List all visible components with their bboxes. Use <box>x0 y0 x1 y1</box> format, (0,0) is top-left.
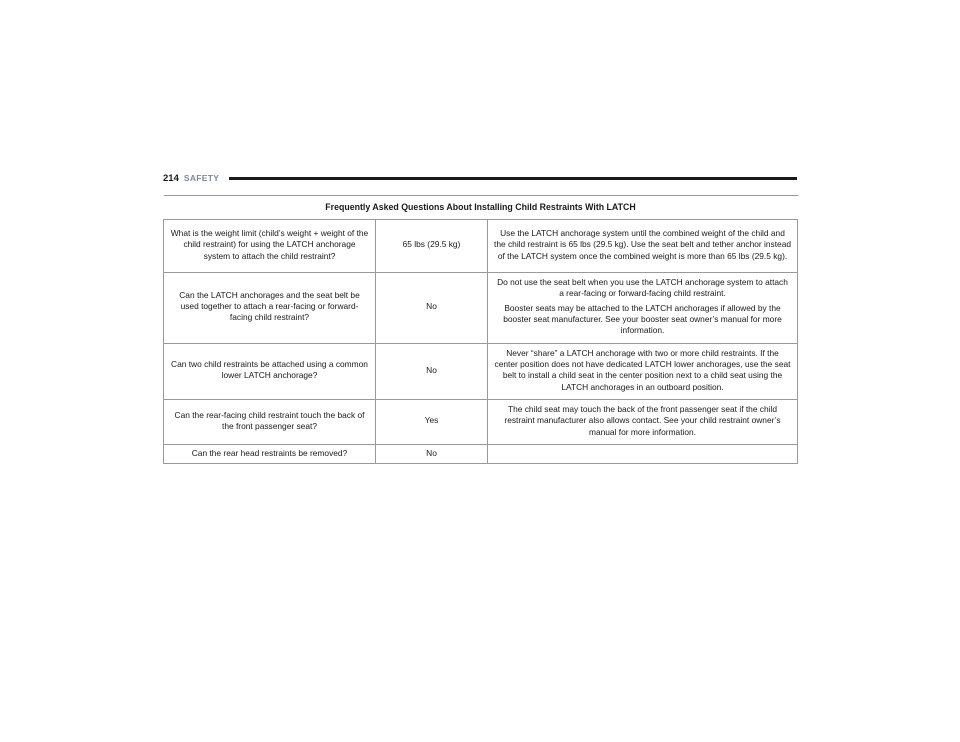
details-cell <box>488 272 798 343</box>
table-row <box>164 343 798 399</box>
latch-faq-table <box>163 195 798 464</box>
question-cell: Can the LATCH anchorages and the seat belt be used together to attach a rear-facing or forward-facing child restraint? <box>164 272 376 343</box>
question-cell: Can the rear-facing child restraint touch the back of the front passenger seat? <box>164 399 376 444</box>
answer-cell: No <box>376 272 488 343</box>
table-row <box>164 219 798 272</box>
question-cell: What is the weight limit (child’s weight + weight of the child restraint) for using the LATCH anchorage system to attach the child restraint? <box>164 219 376 272</box>
section-title: SAFETY <box>183 173 220 183</box>
details-cell <box>488 445 798 464</box>
page-header <box>163 170 797 186</box>
answer-cell: No <box>376 445 488 464</box>
details-text: Do not use the seat belt when you use the LATCH anchorage system to attach a rear-facing or forward-facing child restraint. <box>497 276 788 299</box>
table-row <box>164 272 798 343</box>
answer-cell: Yes <box>376 399 488 444</box>
table-title: Frequently Asked Questions About Installing Child Restraints With LATCH <box>164 196 798 220</box>
question-cell: Can two child restraints be attached using a common lower LATCH anchorage? <box>164 343 376 399</box>
page-number: 214 <box>163 172 179 184</box>
table-row <box>164 399 798 444</box>
details-text: Booster seats may be attached to the LATCH anchorages if allowed by the booster seat manufacturer. See your booster seat owner’s manual for more information. <box>503 302 782 336</box>
details-text: Use the LATCH anchorage system until the combined weight of the child and the child restraint is 65 lbs (29.5 kg). Use the seat belt and tether anchor instead of the LATCH system once the combined weight is more than 65 lbs (29.5 kg). <box>494 227 792 261</box>
question-cell: Can the rear head restraints be removed? <box>164 445 376 464</box>
details-cell <box>488 399 798 444</box>
details-cell <box>488 219 798 272</box>
details-text: Never “share” a LATCH anchorage with two or more child restraints. If the center position does not have dedicated LATCH lower anchorages, use the seat belt to install a child seat in the center position next to a child seat using the LATCH anchorages in an outboard position. <box>494 347 791 392</box>
answer-cell: No <box>376 343 488 399</box>
table-row <box>164 445 798 464</box>
answer-cell: 65 lbs (29.5 kg) <box>376 219 488 272</box>
details-text: The child seat may touch the back of the front passenger seat if the child restraint manufacturer also allows contact. See your child restraint owner’s manual for more information. <box>504 403 781 437</box>
header-rule <box>229 177 797 180</box>
details-cell <box>488 343 798 399</box>
